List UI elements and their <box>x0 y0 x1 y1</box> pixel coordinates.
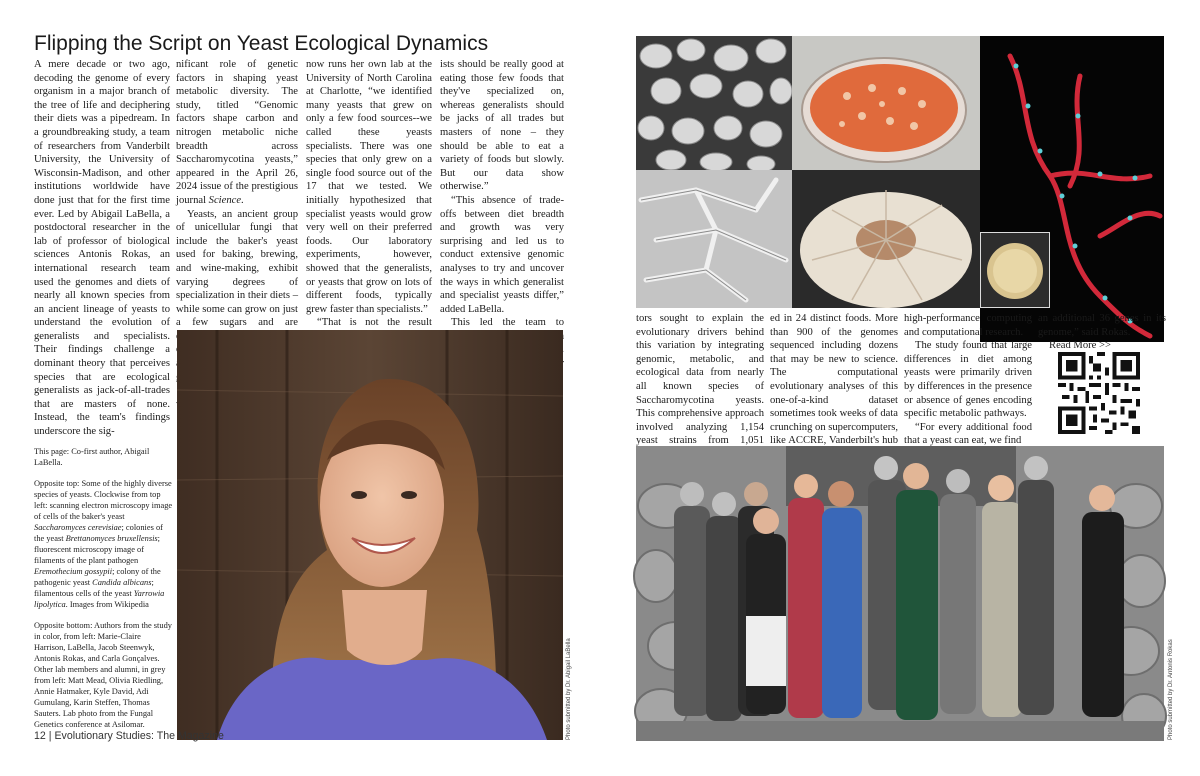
yeast-sem-image <box>636 36 792 170</box>
portrait-photo <box>177 330 563 740</box>
column-7-text-1: high-performance computing and computational research. <box>904 313 1032 338</box>
right-photo-credit: Photo submitted by Dr. Antonis Rokas <box>1168 639 1174 740</box>
column-8-text: an additional 36 genes in its genome,” said Rokas. <box>1038 313 1166 338</box>
filamentous-cells-image <box>636 170 792 308</box>
article-column-6 <box>770 312 898 462</box>
article-column-7 <box>904 312 1032 448</box>
yeast-plate-inset-image <box>980 232 1050 308</box>
column-4-text-3: This led the team to <box>451 317 564 329</box>
column-3-text-1: now runs her own lab at the University of North Carolina at Charlotte, “we identified many yeasts that grew on only a few food sources--we called these yeasts specialists. There was one species that only grew on a single food source out of the 17 that we tested. We initially hypothesized that specialist yeasts would grow very well on their preferred foods. Our laboratory experiments, however, showed that the generalists, or yeasts that grow on lots of different foods, typically grew faster than specialists.” <box>306 59 432 315</box>
column-2-text-1: nificant role of genetic factors in shaping yeast metabolic diversity. The study, titled “Genomic factors shape carbon and nitrogen metabolic niche breadth across Saccharomycotina yeasts,” appeared in the April 26, 2024 issue of the prestigious journal <box>176 59 298 206</box>
caption-opposite-bottom: Opposite bottom: Authors from the study in color, from left: Marie-Claire Harrison, LaBella, Jacob Steenwyk, Antonis Rokas, and Carla Gonçalves. Other lab members and alumni, in grey from left: Matt Mead, Olivia Riedling, Annie Hatmaker, Kyle David, Adi Gumulang, Karin Steffen, Thomas Sauters. Lab photo from the Fungal Genetics conference at Asilomar. <box>34 621 172 729</box>
read-more-link[interactable]: Read More >> <box>1049 340 1111 352</box>
publication-name: Evolutionary Studies: The Magazine <box>54 730 224 742</box>
column-1-text: A mere decade or two ago, decoding the genome of every organism in a major branch of the tree of life and deciphering their diets was a pipedream. In a groundbreaking study, a team of researchers from Vanderbilt University, the University of Wisconsin-Madison, and other institutions worldwide have done just that for the first time ever. Led by Abigail LaBella, a postdoctoral researcher in the lab of professor of biological sciences Antonis Rokas, an international research team used the genomes and diets of nearly all known species from an ancient lineage of yeasts to understand the evolution of generalists and specialists. Their findings challenge a dominant theory that perceives species that are ecological generalists as jack-of-all-trades that are masters of none. Instead, the team's findings underscore the sig- <box>34 59 170 438</box>
caption-opposite-top: Opposite top: Some of the highly diverse species of yeasts. Clockwise from top left: scanning electron microscopy image of cells of the baker's yeast Saccharomyces cerevisiae; colonies of the yeast Brettanomyces bruxellensis; fluorescent microscopy image of filaments of the plant pathogen Eremothecium gossypii; colony of the pathogenic yeast Candida albicans; filamentous cells of the yeast Yarrowia lipolytica. Images from Wikipedia <box>34 479 173 609</box>
yeast-petri-dish-image <box>792 36 980 170</box>
article-column-8 <box>1038 312 1166 353</box>
left-photo-credit: Photo submitted by Dr. Abigail LaBella <box>566 638 572 740</box>
group-photo <box>636 446 1164 741</box>
article-title: Flipping the Script on Yeast Ecological Dynamics <box>34 32 489 55</box>
footer-separator: | <box>48 730 52 742</box>
article-column-3 <box>306 58 432 371</box>
page-number: 12 <box>34 730 46 742</box>
column-3-text-2: “That is not the result <box>317 317 432 329</box>
column-6-text: ed in 24 distinct foods. More than 900 of the genomes sequenced including dozens that may be new to science. The computational evolutionary analyses of this one-of-a-kind dataset sometimes took weeks of data crunching on supercomputers, like ACCRE, Vanderbilt's hub <box>770 313 898 447</box>
column-4-text-2: “This absence of trade-offs between diet breadth and growth was very surprising and led us to conduct extensive genomic analyses to try and uncover the ways in which generalist and specialist yeasts differ,” added LaBella. <box>440 194 564 315</box>
caption-this-page: This page: Co-first author, Abigail LaBella. <box>34 447 150 467</box>
column-4-text-1: ists should be really good at eating those few foods that they've specialized on, whereas generalists should be jacks of all trades but masters of none – they should be able to eat a variety of foods but slowly. But our data show otherwise.” <box>440 59 564 193</box>
candida-colony-image <box>792 170 980 308</box>
article-column-5 <box>636 312 764 462</box>
article-column-1 <box>34 58 170 439</box>
column-7-text-2: The study found that large differences in diet among yeasts were primarily driven by differences in the presence or absence of genes encoding specific metabolic pathways. <box>904 340 1032 420</box>
journal-name: Science <box>208 194 242 206</box>
column-5-text: tors sought to explain the evolutionary drivers behind this variation by integrating genomic, metabolic, and ecological data from nearly all known species of Saccharomycotina yeasts. This comprehensive approach involved analyzing 1,154 yeast strains from 1,051 <box>636 313 764 447</box>
article-column-2: nificant role of genetic factors in shaping yeast metabolic diversity. The study, titled “Genomic factors shape carbon and nitrogen metabolic niche breadth across Saccharomycotina yeasts,” appeared in the April 26, 2024 issue of the prestigious journal Science. Yeasts, an ancient group of unicellular fungi that include the baker's yeast used for baking, brewing, and wine-making, exhibit varying degrees of specialization in their diets – while some can grow on just a few sugars and are <box>176 58 298 411</box>
column-2-text-2: Yeasts, an ancient group of unicellular fungi that include the baker's yeast used for baking, brewing, and wine-making, exhibit varying degrees of specialization in their diets – while some can grow on just a few sugars and are <box>176 208 298 329</box>
page-footer <box>34 730 224 742</box>
column-7-text-3: “For every additional food that a yeast can eat, we find <box>904 421 1032 447</box>
captions-block <box>34 446 174 740</box>
qr-code[interactable] <box>1058 352 1140 434</box>
